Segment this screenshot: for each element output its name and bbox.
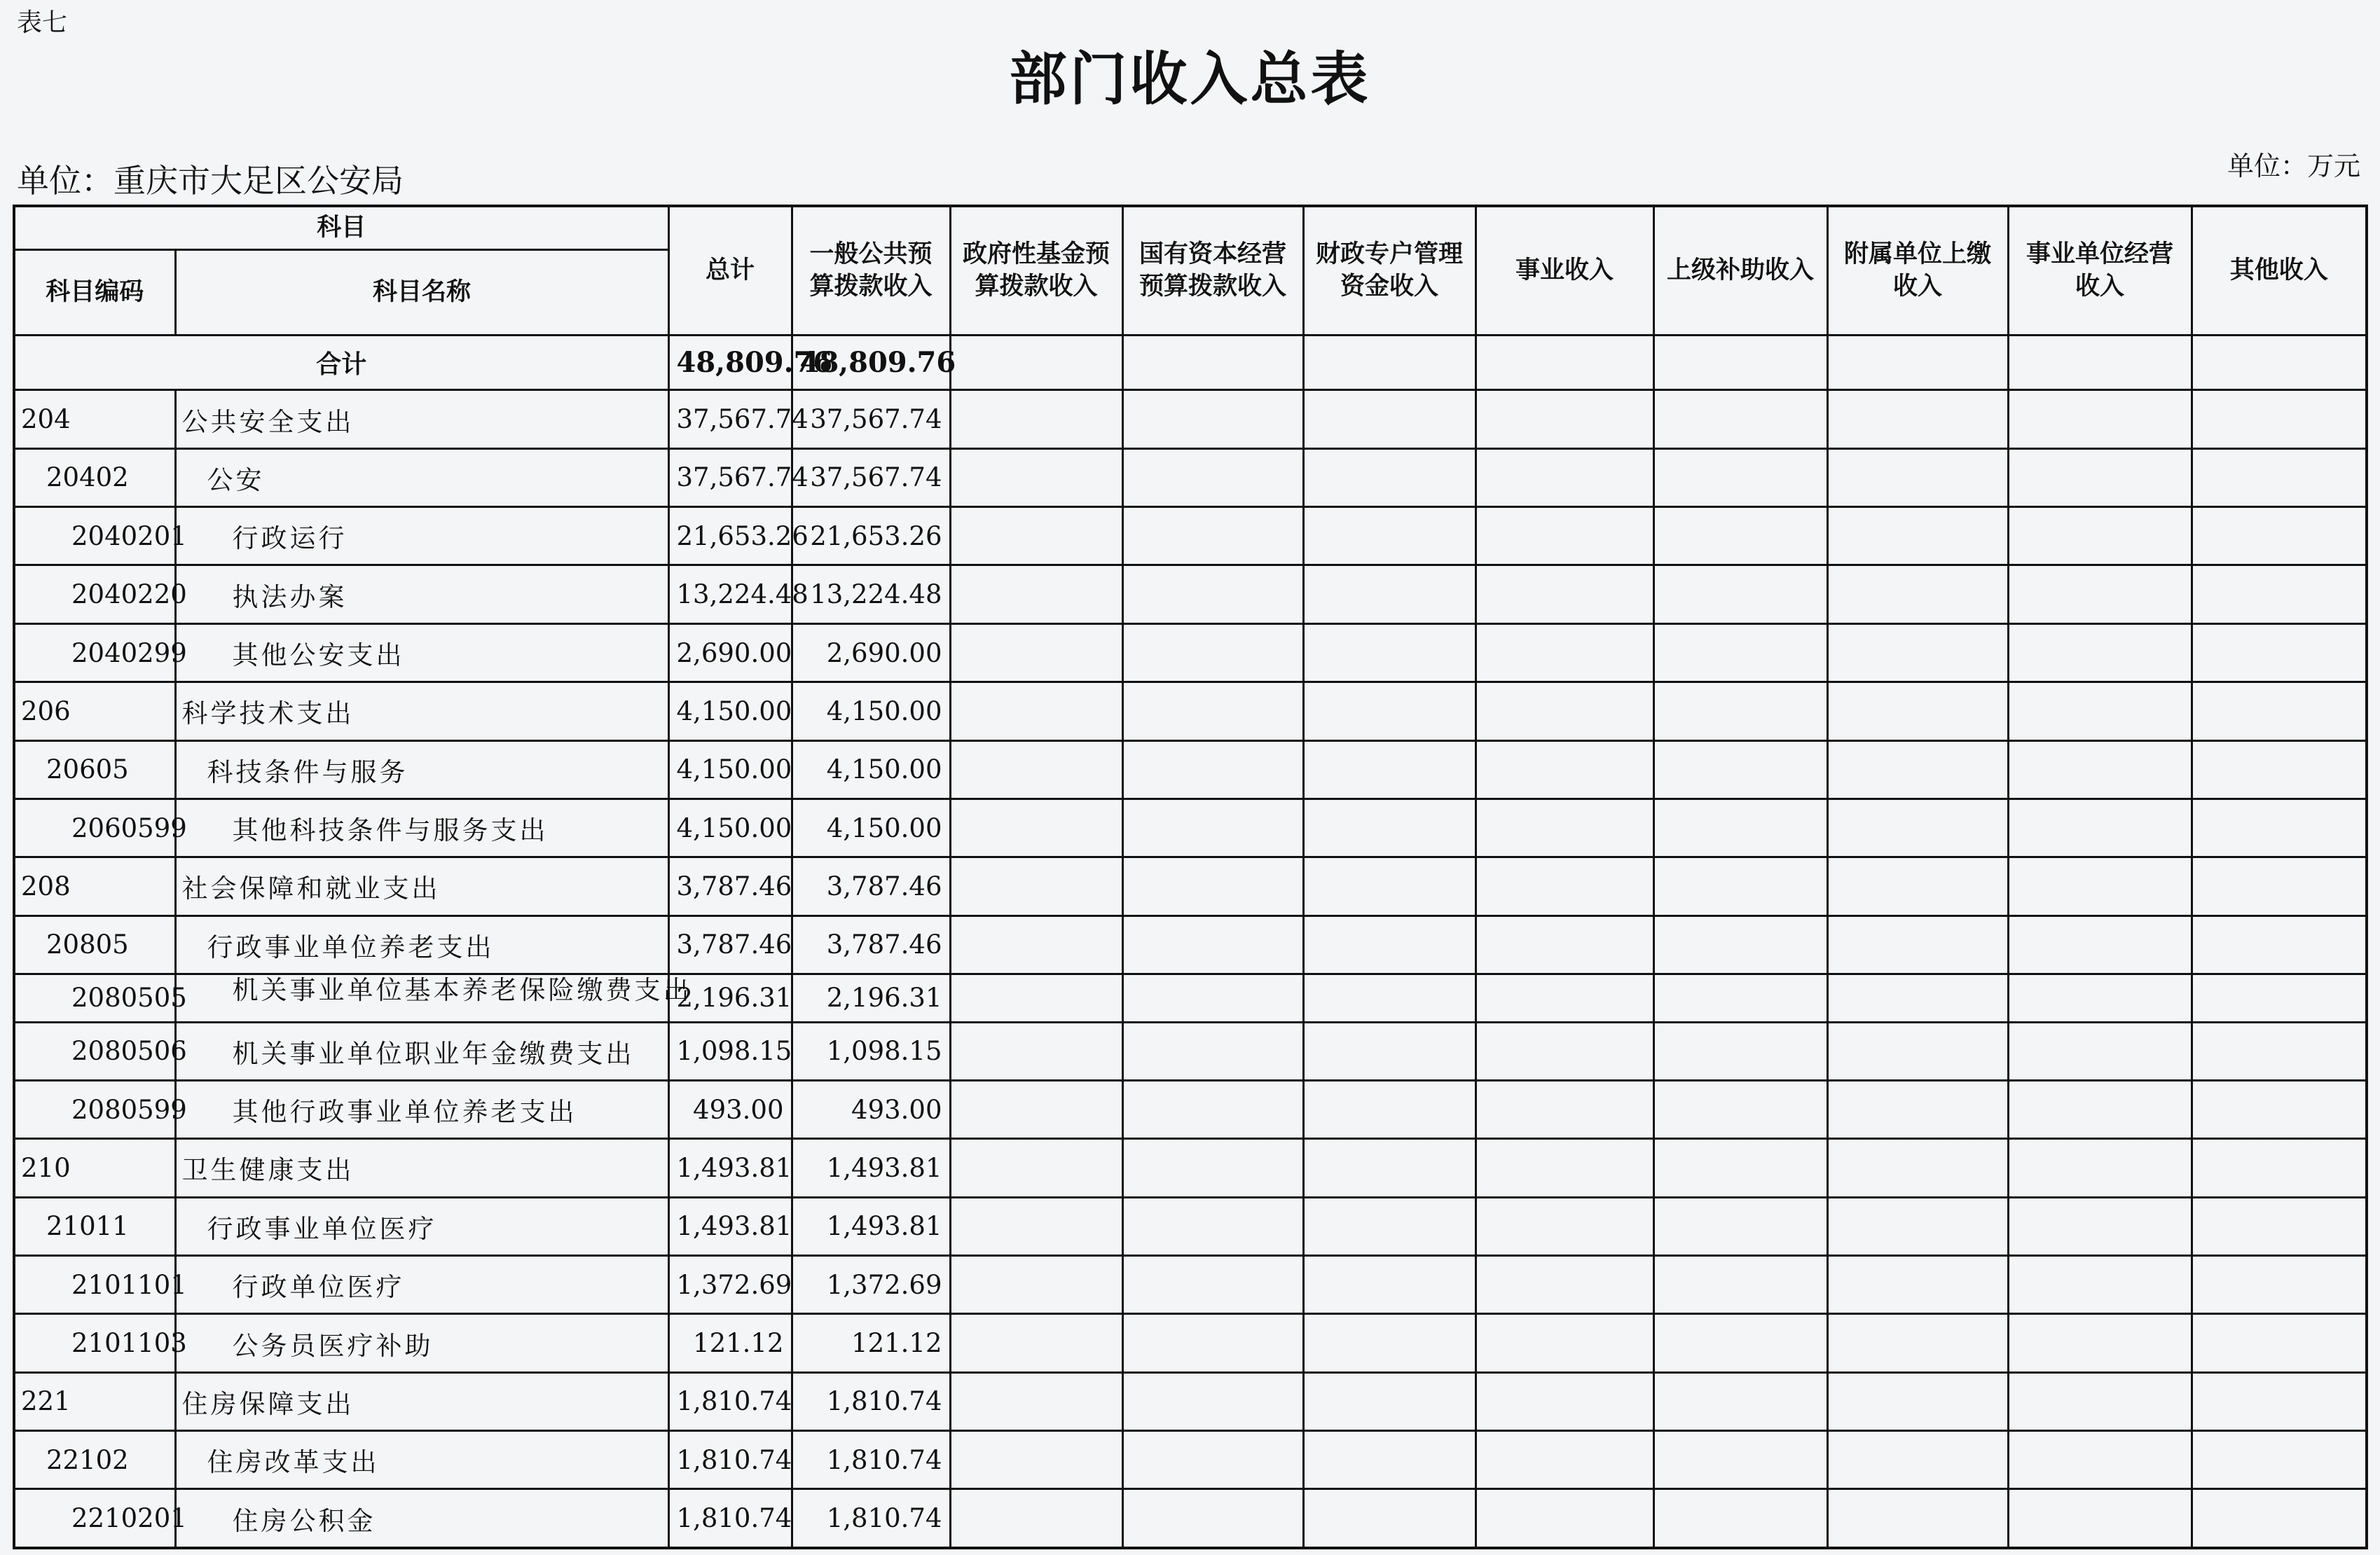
empty-cell — [2192, 565, 2367, 623]
empty-cell — [2008, 507, 2192, 565]
table-row — [14, 740, 2367, 799]
subject-code-cell: 2060599 — [14, 799, 175, 857]
empty-cell — [2192, 682, 2367, 740]
empty-cell — [1122, 1431, 1303, 1489]
empty-cell — [1476, 335, 1653, 390]
empty-cell — [1476, 857, 1653, 915]
subject-name-cell: 其他行政事业单位养老支出 — [175, 1080, 668, 1138]
empty-cell — [1827, 1255, 2008, 1313]
general-budget-cell: 3,787.46 — [792, 857, 950, 915]
empty-cell — [1653, 565, 1827, 623]
empty-cell — [1303, 1255, 1476, 1313]
subject-code-cell: 20402 — [14, 448, 175, 506]
empty-cell — [2192, 1139, 2367, 1197]
empty-cell — [1476, 740, 1653, 799]
empty-cell — [1303, 799, 1476, 857]
empty-cell — [1122, 448, 1303, 506]
subject-name-cell: 科学技术支出 — [175, 682, 668, 740]
income-summary-table — [13, 205, 2368, 1549]
empty-cell — [1303, 682, 1476, 740]
empty-cell — [1827, 799, 2008, 857]
total-cell: 1,810.74 — [668, 1489, 792, 1548]
empty-cell — [1653, 1080, 1827, 1138]
empty-cell — [950, 1431, 1122, 1489]
total-value: 48,809.76 — [668, 335, 792, 390]
empty-cell — [1827, 857, 2008, 915]
empty-cell — [1653, 390, 1827, 448]
empty-cell — [950, 740, 1122, 799]
table-row — [14, 1139, 2367, 1197]
general-budget-cell: 13,224.48 — [792, 565, 950, 623]
subject-code-cell: 2210201 — [14, 1489, 175, 1548]
total-cell: 37,567.74 — [668, 448, 792, 506]
empty-cell — [1303, 974, 1476, 1022]
general-budget-cell: 2,196.31 — [792, 974, 950, 1022]
column-header: 上级补助收入 — [1653, 206, 1827, 335]
empty-cell — [950, 448, 1122, 506]
empty-cell — [2008, 1139, 2192, 1197]
empty-cell — [1653, 1255, 1827, 1313]
subject-name-cell: 科技条件与服务 — [175, 740, 668, 799]
subject-name-cell: 机关事业单位基本养老保险缴费支出 — [175, 974, 668, 1022]
table-row — [14, 1080, 2367, 1138]
empty-cell — [2192, 799, 2367, 857]
empty-cell — [1303, 740, 1476, 799]
total-cell: 2,196.31 — [668, 974, 792, 1022]
subject-name-cell: 公共安全支出 — [175, 390, 668, 448]
empty-cell — [1476, 682, 1653, 740]
empty-cell — [950, 1489, 1122, 1548]
empty-cell — [950, 799, 1122, 857]
subject-name-cell: 住房改革支出 — [175, 1431, 668, 1489]
subject-name-cell: 行政单位医疗 — [175, 1255, 668, 1313]
subject-name-cell: 社会保障和就业支出 — [175, 857, 668, 915]
subject-name-cell: 机关事业单位职业年金缴费支出 — [175, 1022, 668, 1080]
total-cell: 13,224.48 — [668, 565, 792, 623]
empty-cell — [1303, 1431, 1476, 1489]
empty-cell — [1122, 740, 1303, 799]
empty-cell — [1827, 974, 2008, 1022]
general-budget-cell: 1,810.74 — [792, 1489, 950, 1548]
empty-cell — [1476, 974, 1653, 1022]
general-budget-cell: 1,098.15 — [792, 1022, 950, 1080]
empty-cell — [1303, 1489, 1476, 1548]
table-row — [14, 682, 2367, 740]
empty-cell — [950, 1314, 1122, 1372]
empty-cell — [1122, 1372, 1303, 1430]
subject-name-cell: 执法办案 — [175, 565, 668, 623]
empty-cell — [1122, 390, 1303, 448]
total-cell: 21,653.26 — [668, 507, 792, 565]
subject-code-cell: 22102 — [14, 1431, 175, 1489]
empty-cell — [1476, 1197, 1653, 1255]
general-budget-cell: 3,787.46 — [792, 915, 950, 974]
total-cell: 4,150.00 — [668, 740, 792, 799]
general-budget-cell: 4,150.00 — [792, 682, 950, 740]
empty-cell — [950, 1080, 1122, 1138]
empty-cell — [950, 1372, 1122, 1430]
table-row — [14, 799, 2367, 857]
empty-cell — [1476, 507, 1653, 565]
empty-cell — [1303, 1080, 1476, 1138]
empty-cell — [2008, 1255, 2192, 1313]
empty-cell — [1303, 335, 1476, 390]
general-budget-cell: 37,567.74 — [792, 448, 950, 506]
empty-cell — [1476, 1022, 1653, 1080]
empty-cell — [2192, 1431, 2367, 1489]
empty-cell — [950, 915, 1122, 974]
empty-cell — [1827, 1489, 2008, 1548]
subject-code-cell: 210 — [14, 1139, 175, 1197]
empty-cell — [2008, 857, 2192, 915]
empty-cell — [1303, 1372, 1476, 1430]
empty-cell — [1653, 1314, 1827, 1372]
total-cell: 2,690.00 — [668, 623, 792, 682]
empty-cell — [2192, 915, 2367, 974]
empty-cell — [950, 974, 1122, 1022]
subject-code-cell: 2040220 — [14, 565, 175, 623]
general-budget-cell: 121.12 — [792, 1314, 950, 1372]
empty-cell — [950, 335, 1122, 390]
column-header: 事业收入 — [1476, 206, 1653, 335]
subject-code-cell: 20605 — [14, 740, 175, 799]
subject-code-cell: 21011 — [14, 1197, 175, 1255]
empty-cell — [1303, 390, 1476, 448]
empty-cell — [2008, 1314, 2192, 1372]
subject-code-cell: 208 — [14, 857, 175, 915]
empty-cell — [1653, 1372, 1827, 1430]
empty-cell — [1303, 915, 1476, 974]
table-row — [14, 857, 2367, 915]
general-budget-cell: 4,150.00 — [792, 799, 950, 857]
empty-cell — [2008, 799, 2192, 857]
empty-cell — [2008, 565, 2192, 623]
empty-cell — [1122, 857, 1303, 915]
reporting-unit: 单位：重庆市大足区公安局 — [17, 162, 404, 200]
empty-cell — [1122, 1022, 1303, 1080]
subject-code-cell: 2101103 — [14, 1314, 175, 1372]
empty-cell — [1476, 623, 1653, 682]
empty-cell — [1653, 623, 1827, 682]
empty-cell — [1827, 1372, 2008, 1430]
empty-cell — [1122, 915, 1303, 974]
empty-cell — [1122, 1489, 1303, 1548]
empty-cell — [950, 623, 1122, 682]
general-budget-cell: 1,493.81 — [792, 1197, 950, 1255]
empty-cell — [1827, 915, 2008, 974]
subject-name-cell: 其他公安支出 — [175, 623, 668, 682]
general-budget-cell: 1,810.74 — [792, 1372, 950, 1430]
empty-cell — [1653, 507, 1827, 565]
table-row — [14, 507, 2367, 565]
empty-cell — [1827, 390, 2008, 448]
subject-code-cell: 2101101 — [14, 1255, 175, 1313]
empty-cell — [1827, 1431, 2008, 1489]
empty-cell — [1827, 1022, 2008, 1080]
total-cell: 1,493.81 — [668, 1139, 792, 1197]
total-cell: 4,150.00 — [668, 799, 792, 857]
table-row — [14, 1314, 2367, 1372]
empty-cell — [950, 857, 1122, 915]
total-cell: 1,810.74 — [668, 1372, 792, 1430]
total-cell: 1,810.74 — [668, 1431, 792, 1489]
column-header: 财政专户管理资金收入 — [1303, 206, 1476, 335]
total-cell: 493.00 — [668, 1080, 792, 1138]
empty-cell — [1476, 1139, 1653, 1197]
empty-cell — [1827, 507, 2008, 565]
subject-name-cell: 行政运行 — [175, 507, 668, 565]
total-cell: 3,787.46 — [668, 857, 792, 915]
empty-cell — [1653, 448, 1827, 506]
empty-cell — [2192, 1197, 2367, 1255]
empty-cell — [1476, 1372, 1653, 1430]
currency-unit: 单位：万元 — [2227, 151, 2360, 181]
column-header: 附属单位上缴收入 — [1827, 206, 2008, 335]
empty-cell — [1122, 507, 1303, 565]
subject-code-cell: 2040299 — [14, 623, 175, 682]
empty-cell — [1122, 974, 1303, 1022]
total-cell: 37,567.74 — [668, 390, 792, 448]
empty-cell — [1122, 682, 1303, 740]
empty-cell — [2008, 623, 2192, 682]
table-row — [14, 565, 2367, 623]
general-budget-cell: 37,567.74 — [792, 390, 950, 448]
empty-cell — [1476, 390, 1653, 448]
empty-cell — [950, 1197, 1122, 1255]
empty-cell — [1653, 1022, 1827, 1080]
empty-cell — [1653, 1431, 1827, 1489]
subject-name-cell: 公安 — [175, 448, 668, 506]
total-cell: 1,372.69 — [668, 1255, 792, 1313]
subject-code-cell: 2080505 — [14, 974, 175, 1022]
empty-cell — [2192, 1489, 2367, 1548]
empty-cell — [2008, 1431, 2192, 1489]
empty-cell — [2008, 974, 2192, 1022]
empty-cell — [1303, 1314, 1476, 1372]
empty-cell — [2192, 1314, 2367, 1372]
general-budget-cell: 4,150.00 — [792, 740, 950, 799]
empty-cell — [1122, 1255, 1303, 1313]
empty-cell — [1476, 915, 1653, 974]
empty-cell — [1653, 1489, 1827, 1548]
total-row — [14, 335, 2367, 390]
table-row — [14, 1489, 2367, 1548]
empty-cell — [2192, 740, 2367, 799]
empty-cell — [1476, 1314, 1653, 1372]
empty-cell — [1476, 1080, 1653, 1138]
table-row — [14, 1431, 2367, 1489]
empty-cell — [1653, 915, 1827, 974]
empty-cell — [1653, 974, 1827, 1022]
empty-cell — [2008, 1197, 2192, 1255]
general-budget-cell: 21,653.26 — [792, 507, 950, 565]
empty-cell — [1827, 565, 2008, 623]
general-budget-cell: 1,493.81 — [792, 1139, 950, 1197]
table-row — [14, 1255, 2367, 1313]
table-row — [14, 974, 2367, 1022]
table-row — [14, 623, 2367, 682]
empty-cell — [1827, 448, 2008, 506]
table-row — [14, 390, 2367, 448]
empty-cell — [950, 507, 1122, 565]
general-budget-cell: 2,690.00 — [792, 623, 950, 682]
subject-code-cell: 221 — [14, 1372, 175, 1430]
total-cell: 3,787.46 — [668, 915, 792, 974]
column-header: 国有资本经营预算拨款收入 — [1122, 206, 1303, 335]
table-row — [14, 915, 2367, 974]
empty-cell — [1827, 1080, 2008, 1138]
empty-cell — [1827, 1314, 2008, 1372]
empty-cell — [1303, 448, 1476, 506]
general-budget-cell: 1,372.69 — [792, 1255, 950, 1313]
subject-name-cell: 其他科技条件与服务支出 — [175, 799, 668, 857]
empty-cell — [1476, 1489, 1653, 1548]
empty-cell — [1653, 1139, 1827, 1197]
empty-cell — [2008, 448, 2192, 506]
subject-code-cell: 204 — [14, 390, 175, 448]
empty-cell — [2008, 915, 2192, 974]
empty-cell — [2192, 1022, 2367, 1080]
column-header: 事业单位经营收入 — [2008, 206, 2192, 335]
empty-cell — [1122, 335, 1303, 390]
empty-cell — [1827, 1139, 2008, 1197]
empty-cell — [2008, 1022, 2192, 1080]
general-budget-value: 48,809.76 — [792, 335, 950, 390]
column-header: 总计 — [668, 206, 792, 335]
empty-cell — [1122, 799, 1303, 857]
empty-cell — [2008, 390, 2192, 448]
empty-cell — [1122, 1197, 1303, 1255]
subject-name-cell: 行政事业单位医疗 — [175, 1197, 668, 1255]
total-cell: 1,098.15 — [668, 1022, 792, 1080]
empty-cell — [1303, 1022, 1476, 1080]
empty-cell — [1476, 1255, 1653, 1313]
empty-cell — [1122, 1314, 1303, 1372]
empty-cell — [1476, 448, 1653, 506]
subject-code-cell: 2080599 — [14, 1080, 175, 1138]
empty-cell — [1827, 335, 2008, 390]
subject-name-cell: 住房公积金 — [175, 1489, 668, 1548]
table-body — [14, 335, 2367, 1548]
empty-cell — [1827, 623, 2008, 682]
subject-name-cell: 行政事业单位养老支出 — [175, 915, 668, 974]
empty-cell — [1303, 623, 1476, 682]
total-cell: 1,493.81 — [668, 1197, 792, 1255]
empty-cell — [1653, 335, 1827, 390]
empty-cell — [2192, 857, 2367, 915]
empty-cell — [1653, 740, 1827, 799]
empty-cell — [950, 390, 1122, 448]
empty-cell — [2008, 1489, 2192, 1548]
empty-cell — [1122, 1080, 1303, 1138]
empty-cell — [2192, 1255, 2367, 1313]
empty-cell — [2008, 682, 2192, 740]
table-number: 表七 — [17, 8, 68, 37]
empty-cell — [950, 565, 1122, 623]
empty-cell — [1827, 740, 2008, 799]
empty-cell — [2192, 335, 2367, 390]
empty-cell — [1827, 1197, 2008, 1255]
subject-code-cell: 2040201 — [14, 507, 175, 565]
empty-cell — [2008, 740, 2192, 799]
subject-name-cell: 公务员医疗补助 — [175, 1314, 668, 1372]
total-cell: 4,150.00 — [668, 682, 792, 740]
table-row — [14, 1372, 2367, 1430]
empty-cell — [2192, 1372, 2367, 1430]
empty-cell — [1476, 1431, 1653, 1489]
subject-code-header: 科目编码 — [14, 249, 175, 335]
empty-cell — [1303, 1197, 1476, 1255]
table-row — [14, 1197, 2367, 1255]
empty-cell — [1476, 565, 1653, 623]
empty-cell — [950, 1255, 1122, 1313]
general-budget-cell: 1,810.74 — [792, 1431, 950, 1489]
empty-cell — [1653, 1197, 1827, 1255]
empty-cell — [2192, 623, 2367, 682]
total-cell: 121.12 — [668, 1314, 792, 1372]
empty-cell — [1653, 857, 1827, 915]
subject-code-cell: 20805 — [14, 915, 175, 974]
subject-name-cell: 卫生健康支出 — [175, 1139, 668, 1197]
empty-cell — [2008, 1080, 2192, 1138]
column-header: 其他收入 — [2192, 206, 2367, 335]
empty-cell — [2008, 1372, 2192, 1430]
empty-cell — [950, 682, 1122, 740]
empty-cell — [1122, 623, 1303, 682]
empty-cell — [1653, 799, 1827, 857]
subject-code-cell: 2080506 — [14, 1022, 175, 1080]
empty-cell — [2192, 448, 2367, 506]
table-header — [14, 206, 2367, 335]
general-budget-cell: 493.00 — [792, 1080, 950, 1138]
empty-cell — [2192, 1080, 2367, 1138]
subject-group-header: 科目 — [14, 206, 668, 249]
empty-cell — [1303, 1139, 1476, 1197]
subject-name-cell: 住房保障支出 — [175, 1372, 668, 1430]
column-header: 一般公共预算拨款收入 — [792, 206, 950, 335]
empty-cell — [1476, 799, 1653, 857]
empty-cell — [2192, 974, 2367, 1022]
empty-cell — [1827, 682, 2008, 740]
total-label: 合计 — [14, 335, 668, 390]
empty-cell — [2008, 335, 2192, 390]
subject-code-cell: 206 — [14, 682, 175, 740]
empty-cell — [1303, 507, 1476, 565]
empty-cell — [1303, 565, 1476, 623]
table-row — [14, 1022, 2367, 1080]
table-row — [14, 448, 2367, 506]
empty-cell — [1303, 857, 1476, 915]
empty-cell — [2192, 390, 2367, 448]
empty-cell — [1122, 1139, 1303, 1197]
empty-cell — [1653, 682, 1827, 740]
empty-cell — [2192, 507, 2367, 565]
empty-cell — [1122, 565, 1303, 623]
column-header: 政府性基金预算拨款收入 — [950, 206, 1122, 335]
empty-cell — [950, 1139, 1122, 1197]
page-title: 部门收入总表 — [1009, 46, 1371, 113]
subject-name-header: 科目名称 — [175, 249, 668, 335]
empty-cell — [950, 1022, 1122, 1080]
